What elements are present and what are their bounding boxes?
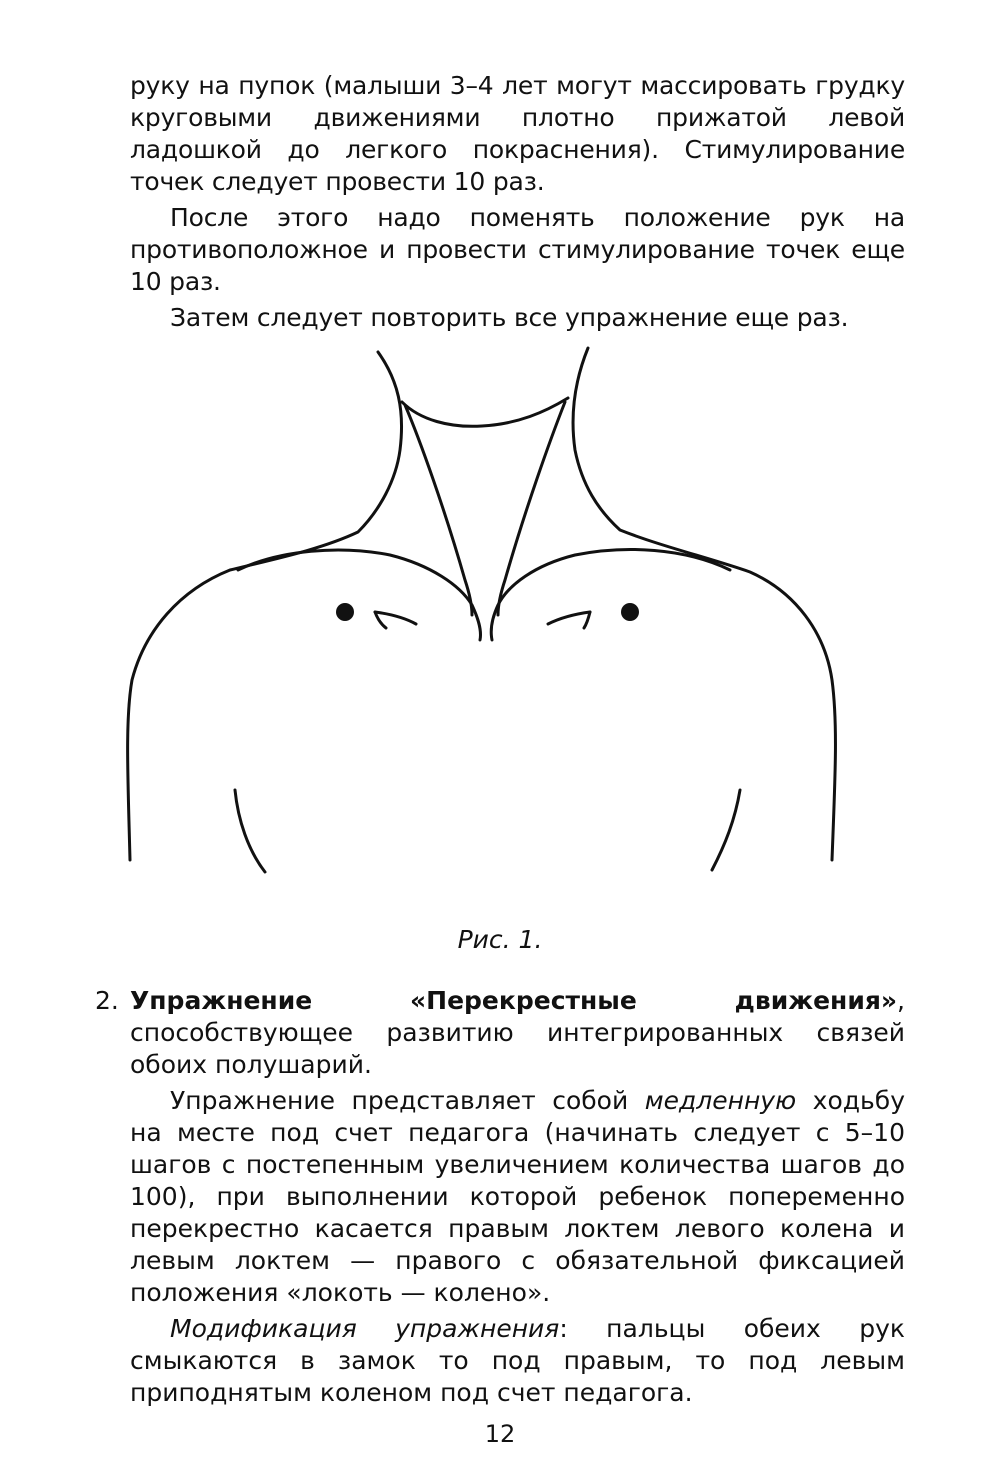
left-point-dot: [336, 603, 354, 621]
section-heading: [95, 985, 905, 1081]
right-pectoral-mark: [548, 612, 590, 624]
neck-right-line: [573, 348, 835, 860]
paragraph-continuation: руку на пупок (малыши 3–4 лет могут массировать грудку круговыми движениями плотно прижатой левой ладошкой до легкого покраснения). Стимулирование точек следует провести 10 раз.: [130, 71, 905, 196]
paragraph-repeat: Затем следует повторить все упражнение еще раз.: [170, 303, 849, 332]
section-title: Упражнение «Перекрестные движения»: [130, 986, 898, 1015]
right-clavicle: [491, 550, 730, 640]
left-neck-muscle: [405, 405, 472, 615]
exercise-section: [95, 985, 905, 1413]
description-emphasis: медленную: [644, 1086, 797, 1115]
modification-text: : пальцы обеих рук смыкаются в замок то под правым, то под левым приподнятым коленом под счет педагога.: [130, 1314, 906, 1407]
neck-left-line: [128, 352, 402, 860]
description-part-1: Упражнение представляет собой: [170, 1086, 645, 1115]
section-number: 2.: [95, 986, 119, 1015]
paragraph-description: [130, 1085, 905, 1309]
left-clavicle: [238, 550, 481, 640]
right-pectoral-mark-2: [584, 612, 590, 628]
left-lower-line: [235, 790, 265, 872]
description-part-2: ходьбу на месте под счет педагога (начинать следует с 5–10 шагов с постепенным увеличением количества шагов до 100), при выполнении которой ребенок попеременно перекрестно касается правым локтем левого колена и левым локтем — правого с обязательной фиксацией положения «локоть — колено».: [130, 1086, 905, 1307]
jaw-curve: [402, 398, 568, 426]
torso-illustration: [120, 340, 850, 900]
right-neck-muscle: [498, 402, 565, 615]
paragraph-modification: [130, 1313, 905, 1409]
top-text: [130, 70, 905, 338]
figure-caption: Рис. 1.: [457, 925, 543, 954]
modification-label: Модификация упражнения: [170, 1314, 560, 1343]
paragraph-swap-hands: После этого надо поменять положение рук на противоположное и провести стимулирование точек еще 10 раз.: [130, 203, 905, 296]
right-lower-line: [712, 790, 740, 870]
section-title-rest: , способствующее развитию интегрированных связей обоих полушарий.: [130, 986, 905, 1079]
section-intro: [130, 985, 905, 1081]
right-point-dot: [621, 603, 639, 621]
page-number: 12: [484, 1420, 516, 1448]
